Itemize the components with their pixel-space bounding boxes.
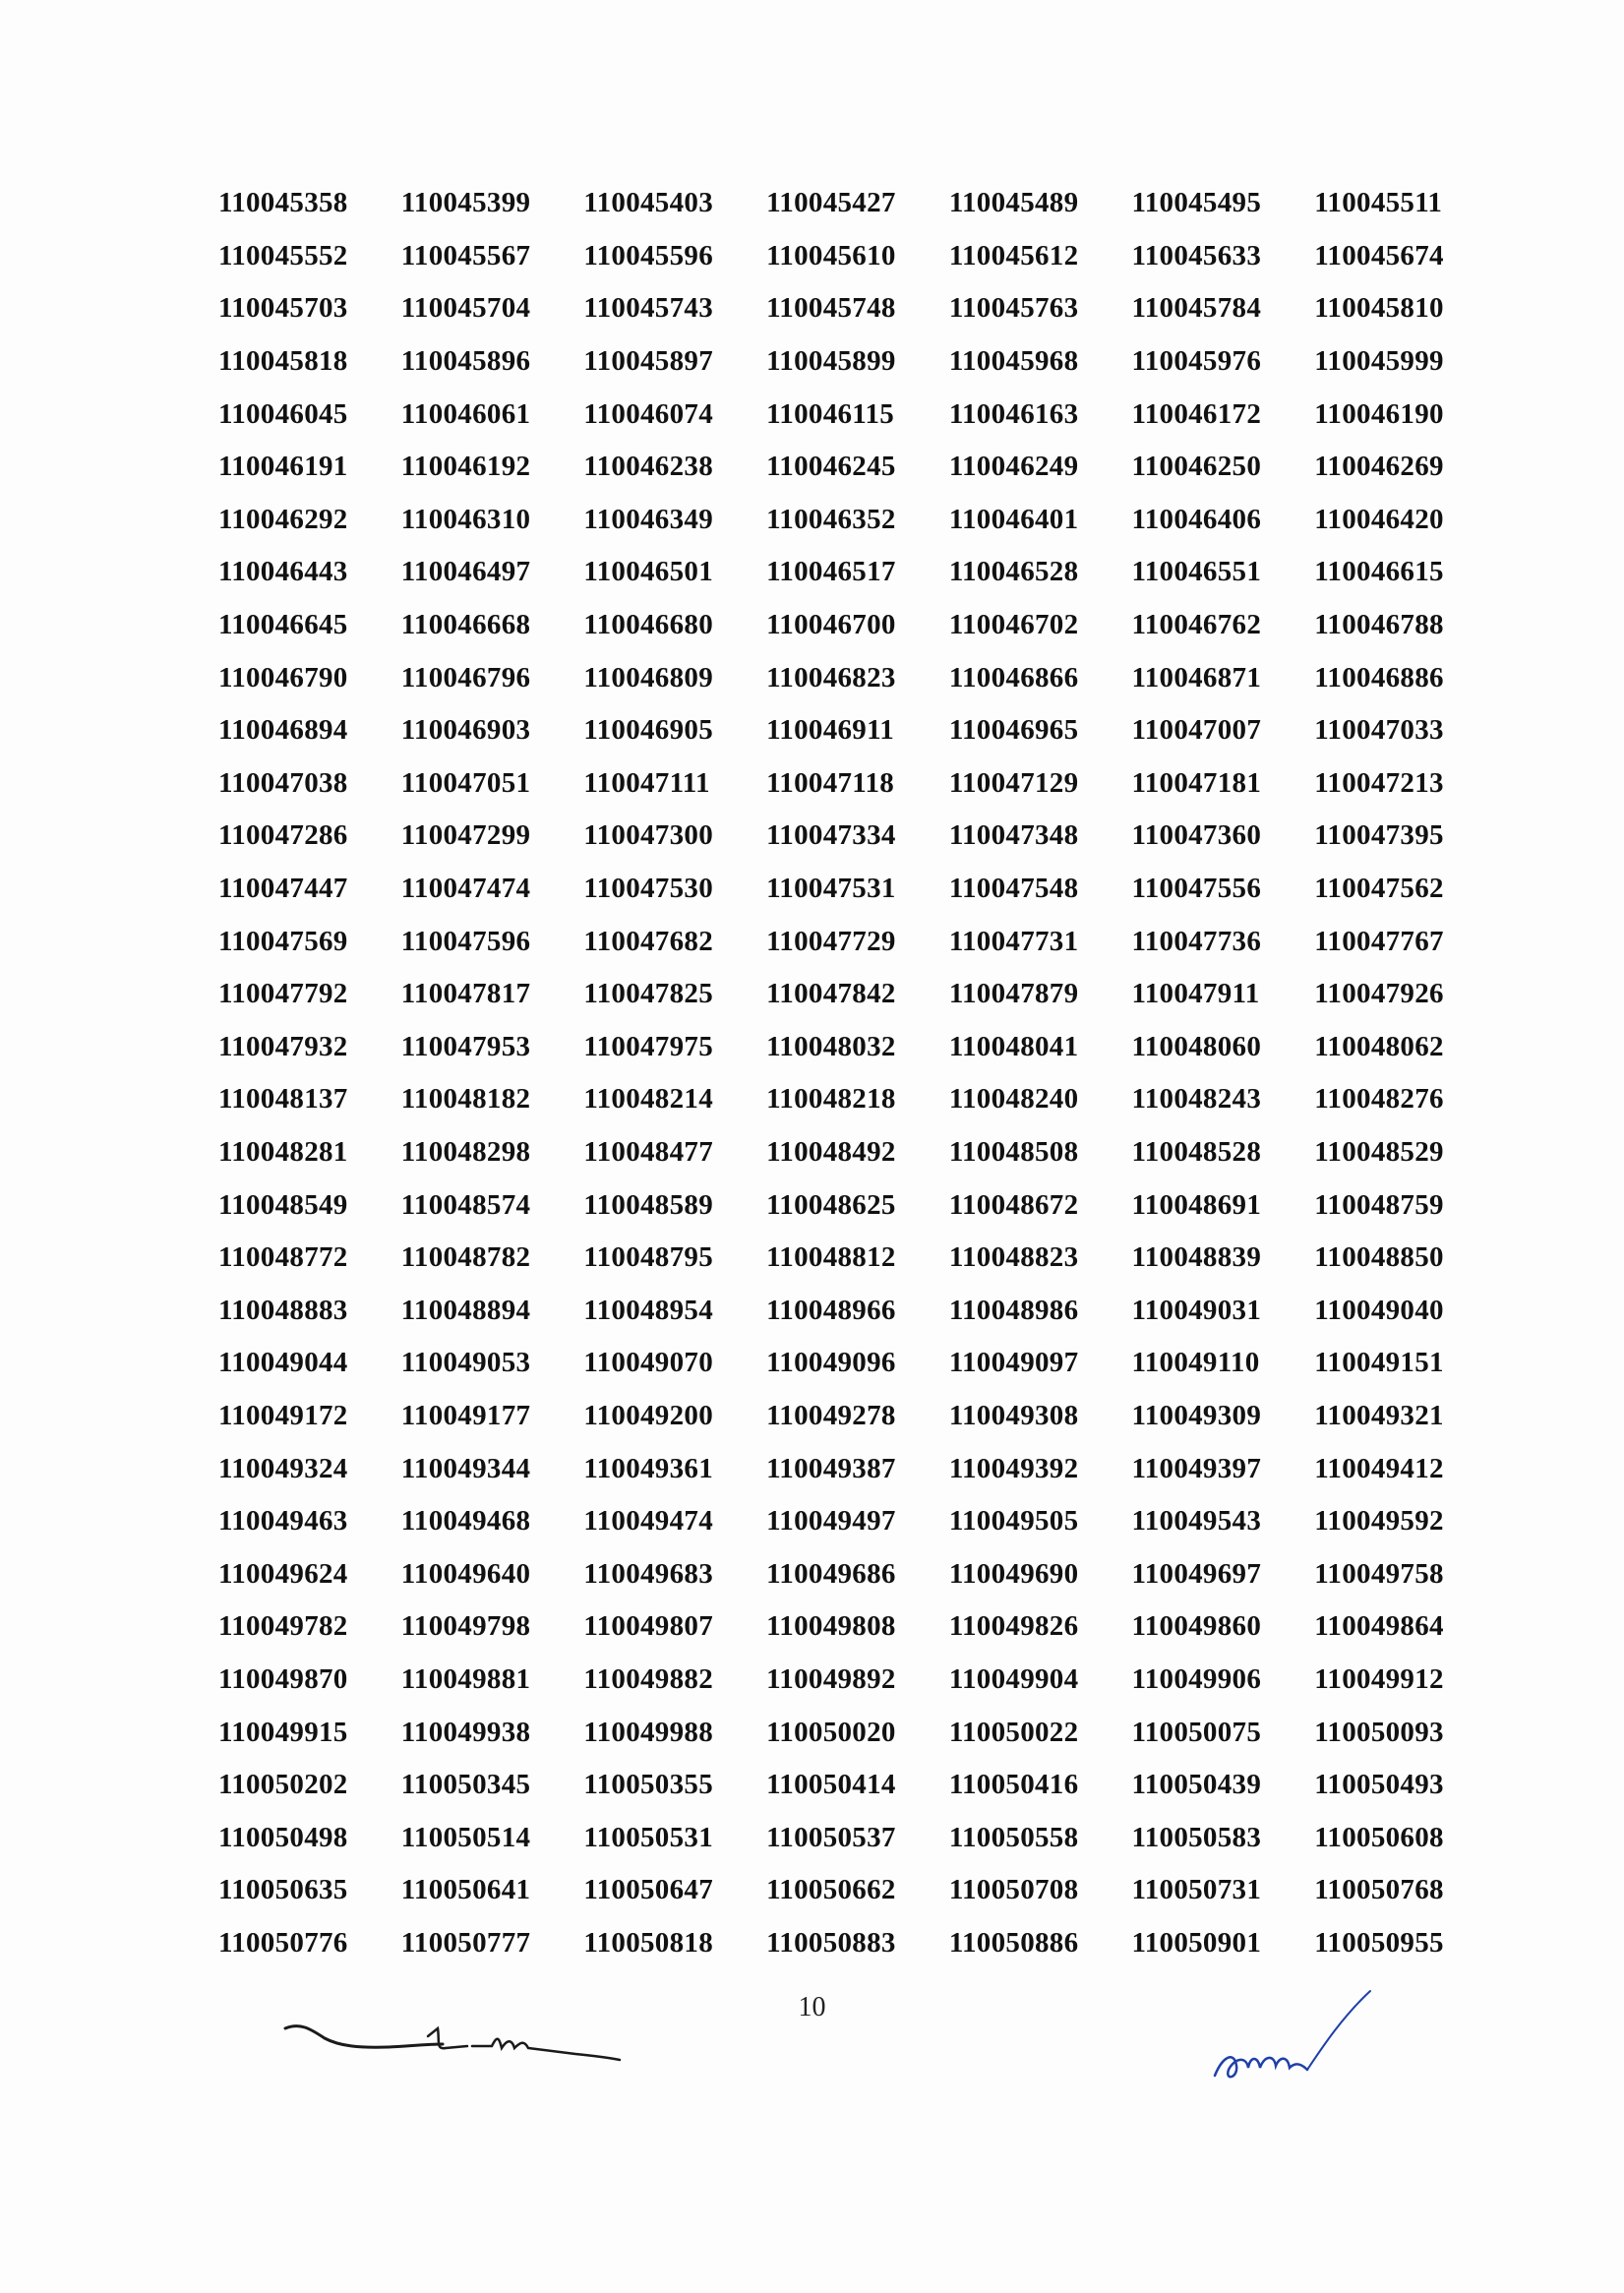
roll-number-cell: 110050416 [948,1769,1079,1801]
roll-number-cell: 110049463 [218,1505,348,1538]
roll-number-cell: 110047911 [1131,978,1260,1010]
roll-number-cell: 110047879 [948,978,1079,1010]
roll-number-cell: 110046796 [400,661,531,694]
roll-number-cell: 110047007 [1131,714,1262,747]
roll-number-cell: 110045897 [583,345,714,378]
roll-number-cell: 110049177 [400,1399,531,1431]
roll-number-cell: 110049782 [218,1610,348,1643]
roll-number-cell: 110047825 [583,978,714,1010]
roll-number-cell: 110047213 [1314,766,1444,799]
roll-number-cell: 110046501 [583,556,714,588]
roll-number-cell: 110045748 [766,292,896,325]
roll-number-cell: 110045612 [948,239,1079,272]
roll-number-cell: 110045703 [218,292,348,325]
roll-number-cell: 110046420 [1314,503,1444,535]
roll-number-cell: 110046192 [400,451,531,483]
roll-number-cell: 110045358 [218,187,348,219]
roll-number-cell: 110049321 [1314,1399,1444,1431]
roll-number-cell: 110047596 [400,925,531,957]
table-row [218,651,1497,704]
roll-number-cell: 110049344 [400,1452,531,1484]
roll-number-cell: 110045567 [400,239,531,272]
roll-number-cell: 110049906 [1131,1662,1262,1695]
roll-number-cell: 110048041 [948,1030,1079,1062]
roll-number-cell: 110050493 [1314,1769,1444,1801]
table-row [218,494,1497,547]
roll-number-cell: 110046886 [1314,661,1444,694]
roll-number-cell: 110050635 [218,1874,348,1906]
roll-number-cell: 110046911 [766,714,895,747]
roll-number-cell: 110050608 [1314,1821,1444,1853]
roll-number-cell: 110046250 [1131,451,1262,483]
roll-number-cell: 110049904 [948,1662,1079,1695]
table-row [218,1864,1497,1917]
roll-number-cell: 110046310 [400,503,531,535]
roll-number-cell: 110049988 [583,1716,714,1748]
roll-number-cell: 110048894 [400,1294,531,1326]
roll-number-cell: 110046269 [1314,451,1444,483]
roll-number-cell: 110049686 [766,1557,896,1590]
roll-number-cell: 110047111 [583,766,710,799]
roll-number-cell: 110049308 [948,1399,1079,1431]
roll-number-cell: 110049040 [1314,1294,1444,1326]
roll-number-cell: 110047932 [218,1030,348,1062]
roll-number-cell: 110048528 [1131,1135,1262,1168]
roll-number-cell: 110048549 [218,1188,348,1221]
roll-number-cell: 110050662 [766,1874,896,1906]
roll-number-cell: 110048508 [948,1135,1079,1168]
roll-number-cell: 110048240 [948,1083,1079,1116]
roll-number-cell: 110046352 [766,503,896,535]
table-row [218,546,1497,599]
roll-number-cell: 110050818 [583,1926,714,1959]
roll-number-cell: 110046903 [400,714,531,747]
roll-number-cell: 110049505 [948,1505,1079,1538]
table-row [218,1600,1497,1654]
table-row [218,1284,1497,1337]
roll-number-cell: 110047731 [948,925,1079,957]
roll-number-cell: 110049309 [1131,1399,1262,1431]
roll-number-cell: 110049053 [400,1347,531,1379]
table-row [218,599,1497,652]
roll-number-cell: 110047817 [400,978,531,1010]
roll-number-cell: 110049912 [1314,1662,1444,1695]
roll-number-cell: 110045704 [400,292,531,325]
roll-number-cell: 110048589 [583,1188,714,1221]
roll-number-cell: 110046871 [1131,661,1262,694]
roll-number-cell: 110048986 [948,1294,1079,1326]
roll-number-cell: 110049392 [948,1452,1079,1484]
roll-number-cell: 110049758 [1314,1557,1444,1590]
roll-number-cell: 110045427 [766,187,896,219]
roll-number-cell: 110046074 [583,397,714,430]
roll-number-cell: 110046788 [1314,609,1444,641]
roll-number-cell: 110050708 [948,1874,1079,1906]
roll-number-cell: 110046349 [583,503,714,535]
roll-number-cell: 110045403 [583,187,714,219]
roll-number-cell: 110047129 [948,766,1079,799]
table-row [218,915,1497,968]
table-row [218,1232,1497,1285]
roll-number-cell: 110045552 [218,239,348,272]
roll-number-cell: 110046163 [948,397,1079,430]
roll-number-cell: 110049096 [766,1347,896,1379]
roll-number-cell: 110049110 [1131,1347,1260,1379]
roll-number-cell: 110047395 [1314,819,1444,852]
roll-number-cell: 110049808 [766,1610,896,1643]
roll-number-cell: 110047530 [583,873,714,905]
roll-number-cell: 110046866 [948,661,1079,694]
roll-number-cell: 110048218 [766,1083,896,1116]
roll-number-cell: 110049044 [218,1347,348,1379]
roll-number-cell: 110049881 [400,1662,531,1695]
roll-number-cell: 110047682 [583,925,714,957]
roll-number-cell: 110049361 [583,1452,714,1484]
roll-number-cell: 110050093 [1314,1716,1444,1748]
roll-number-cell: 110049387 [766,1452,896,1484]
roll-number-cell: 110046045 [218,397,348,430]
roll-number-cell: 110050647 [583,1874,714,1906]
roll-number-cell: 110046061 [400,397,531,430]
roll-number-cell: 110047286 [218,819,348,852]
roll-number-cell: 110047792 [218,978,348,1010]
roll-number-cell: 110049860 [1131,1610,1262,1643]
page-number: 10 [798,1992,826,2022]
roll-number-cell: 110047474 [400,873,531,905]
roll-number-cell: 110050641 [400,1874,531,1906]
roll-number-cell: 110049172 [218,1399,348,1431]
table-row [218,1654,1497,1707]
roll-number-cell: 110049864 [1314,1610,1444,1643]
roll-number-cell: 110050020 [766,1716,896,1748]
roll-number-cell: 110049200 [583,1399,714,1431]
roll-number-cell: 110049468 [400,1505,531,1538]
roll-number-cell: 110049882 [583,1662,714,1695]
roll-number-cell: 110046401 [948,503,1079,535]
table-row [218,230,1497,283]
roll-number-cell: 110047736 [1131,925,1262,957]
roll-number-cell: 110045674 [1314,239,1444,272]
table-row [218,1917,1497,1970]
roll-number-cell: 110045489 [948,187,1079,219]
roll-number-cell: 110049592 [1314,1505,1444,1538]
roll-number-cell: 110046115 [766,397,895,430]
roll-number-cell: 110049412 [1314,1452,1444,1484]
roll-number-cell: 110048812 [766,1241,896,1274]
roll-number-cell: 110047926 [1314,978,1444,1010]
roll-number-cell: 110047334 [766,819,896,852]
roll-number-cell: 110049690 [948,1557,1079,1590]
roll-number-cell: 110048298 [400,1135,531,1168]
roll-number-cell: 110047767 [1314,925,1444,957]
roll-number-cell: 110050022 [948,1716,1079,1748]
table-row [218,1547,1497,1600]
table-row [218,177,1497,230]
table-row [218,704,1497,757]
table-row [218,968,1497,1021]
roll-number-cell: 110045810 [1314,292,1444,325]
roll-number-cell: 110045633 [1131,239,1262,272]
roll-number-cell: 110046172 [1131,397,1262,430]
roll-number-cell: 110045399 [400,187,531,219]
roll-number-cell: 110046528 [948,556,1079,588]
table-row [218,388,1497,441]
roll-number-cell: 110050414 [766,1769,896,1801]
roll-number-cell: 110047953 [400,1030,531,1062]
roll-number-cell: 110048529 [1314,1135,1444,1168]
roll-number-cell: 110050514 [400,1821,531,1853]
roll-number-cell: 110047562 [1314,873,1444,905]
table-row [218,757,1497,811]
roll-number-cell: 110045784 [1131,292,1262,325]
table-row [218,441,1497,494]
table-row [218,810,1497,863]
roll-number-cell: 110050537 [766,1821,896,1853]
roll-number-cell: 110045896 [400,345,531,378]
roll-number-cell: 110049497 [766,1505,896,1538]
roll-number-cell: 110048477 [583,1135,714,1168]
roll-number-cell: 110045976 [1131,345,1262,378]
roll-number-cell: 110048883 [218,1294,348,1326]
roll-number-cell: 110047118 [766,766,895,799]
roll-number-cell: 110045610 [766,239,896,272]
roll-number-cell: 110046790 [218,661,348,694]
roll-number-cell: 110046702 [948,609,1079,641]
roll-number-cell: 110048062 [1314,1030,1444,1062]
table-row [218,1706,1497,1759]
roll-number-cell: 110046905 [583,714,714,747]
roll-number-cell: 110046965 [948,714,1079,747]
roll-number-cell: 110045511 [1314,187,1443,219]
roll-number-cell: 110046645 [218,609,348,641]
roll-number-cell: 110048060 [1131,1030,1262,1062]
roll-number-cell: 110045818 [218,345,348,378]
table-row [218,282,1497,335]
roll-number-table [218,177,1497,1969]
roll-number-cell: 110046249 [948,451,1079,483]
table-row [218,1178,1497,1232]
roll-number-cell: 110048214 [583,1083,714,1116]
table-row [218,1337,1497,1390]
roll-number-cell: 110047348 [948,819,1079,852]
roll-number-cell: 110050955 [1314,1926,1444,1959]
roll-number-cell: 110046238 [583,451,714,483]
roll-number-cell: 110045596 [583,239,714,272]
roll-number-cell: 110049151 [1314,1347,1444,1379]
roll-number-cell: 110047531 [766,873,896,905]
roll-number-cell: 110049397 [1131,1452,1262,1484]
roll-number-cell: 110046809 [583,661,714,694]
roll-number-cell: 110046406 [1131,503,1262,535]
roll-number-cell: 110050202 [218,1769,348,1801]
table-row [218,1495,1497,1548]
roll-number-cell: 110046292 [218,503,348,535]
roll-number-cell: 110050883 [766,1926,896,1959]
roll-number-cell: 110049870 [218,1662,348,1695]
roll-number-cell: 110049640 [400,1557,531,1590]
roll-number-cell: 110050355 [583,1769,714,1801]
roll-number-cell: 110048823 [948,1241,1079,1274]
roll-number-cell: 110046762 [1131,609,1262,641]
table-row [218,1759,1497,1812]
roll-number-cell: 110048759 [1314,1188,1444,1221]
roll-number-cell: 110045999 [1314,345,1444,378]
roll-number-cell: 110047729 [766,925,896,957]
roll-number-cell: 110050345 [400,1769,531,1801]
table-row [218,1073,1497,1126]
roll-number-cell: 110048672 [948,1188,1079,1221]
roll-number-cell: 110048795 [583,1241,714,1274]
roll-number-cell: 110047360 [1131,819,1262,852]
roll-number-cell: 110047447 [218,873,348,905]
roll-number-cell: 110046668 [400,609,531,641]
roll-number-cell: 110048850 [1314,1241,1444,1274]
roll-number-cell: 110049807 [583,1610,714,1643]
roll-number-cell: 110048772 [218,1241,348,1274]
table-row [218,1442,1497,1495]
roll-number-cell: 110048691 [1131,1188,1262,1221]
roll-number-cell: 110048839 [1131,1241,1262,1274]
roll-number-cell: 110048782 [400,1241,531,1274]
roll-number-cell: 110048182 [400,1083,531,1116]
roll-number-cell: 110050776 [218,1926,348,1959]
roll-number-cell: 110049070 [583,1347,714,1379]
roll-number-cell: 110046680 [583,609,714,641]
signature-right [1205,1987,1402,2095]
roll-number-cell: 110049097 [948,1347,1079,1379]
roll-number-cell: 110048243 [1131,1083,1262,1116]
roll-number-cell: 110050439 [1131,1769,1262,1801]
roll-number-table-body [218,177,1497,1969]
roll-number-cell: 110047548 [948,873,1079,905]
roll-number-cell: 110049278 [766,1399,896,1431]
roll-number-cell: 110050768 [1314,1874,1444,1906]
roll-number-cell: 110048625 [766,1188,896,1221]
roll-number-cell: 110050886 [948,1926,1079,1959]
roll-number-cell: 110048966 [766,1294,896,1326]
roll-number-cell: 110046443 [218,556,348,588]
signature-left [280,2007,634,2085]
roll-number-cell: 110046823 [766,661,896,694]
roll-number-cell: 110047181 [1131,766,1262,799]
roll-number-cell: 110050558 [948,1821,1079,1853]
roll-number-cell: 110048492 [766,1135,896,1168]
roll-number-cell: 110045495 [1131,187,1262,219]
roll-number-cell: 110047038 [218,766,348,799]
roll-number-cell: 110047051 [400,766,531,799]
roll-number-cell: 110050583 [1131,1821,1262,1853]
roll-number-cell: 110046497 [400,556,531,588]
roll-number-cell: 110045743 [583,292,714,325]
roll-number-cell: 110049938 [400,1716,531,1748]
roll-number-cell: 110048574 [400,1188,531,1221]
roll-number-cell: 110045968 [948,345,1079,378]
roll-number-cell: 110048137 [218,1083,348,1116]
roll-number-cell: 110049683 [583,1557,714,1590]
table-row [218,1811,1497,1864]
roll-number-cell: 110046517 [766,556,896,588]
roll-number-cell: 110046191 [218,451,348,483]
roll-number-cell: 110045899 [766,345,896,378]
table-row [218,1126,1497,1179]
roll-number-cell: 110050731 [1131,1874,1262,1906]
roll-number-cell: 110046700 [766,609,896,641]
roll-number-cell: 110049697 [1131,1557,1262,1590]
roll-number-cell: 110048281 [218,1135,348,1168]
roll-number-cell: 110050531 [583,1821,714,1853]
roll-number-cell: 110046615 [1314,556,1444,588]
table-row [218,1021,1497,1074]
roll-number-cell: 110049031 [1131,1294,1262,1326]
roll-number-cell: 110049826 [948,1610,1079,1643]
roll-number-cell: 110050901 [1131,1926,1262,1959]
table-row [218,1390,1497,1443]
roll-number-cell: 110046190 [1314,397,1444,430]
roll-number-cell: 110048276 [1314,1083,1444,1116]
table-row [218,335,1497,389]
roll-number-cell: 110047569 [218,925,348,957]
roll-number-cell: 110049324 [218,1452,348,1484]
roll-number-cell: 110047300 [583,819,714,852]
roll-number-cell: 110047556 [1131,873,1262,905]
table-row [218,863,1497,916]
roll-number-cell: 110049474 [583,1505,714,1538]
roll-number-cell: 110047975 [583,1030,714,1062]
roll-number-cell: 110047299 [400,819,531,852]
roll-number-cell: 110048954 [583,1294,714,1326]
roll-number-cell: 110048032 [766,1030,896,1062]
roll-number-cell: 110046245 [766,451,896,483]
roll-number-cell: 110049892 [766,1662,896,1695]
roll-number-cell: 110046551 [1131,556,1262,588]
roll-number-cell: 110050075 [1131,1716,1262,1748]
roll-number-cell: 110050777 [400,1926,531,1959]
roll-number-cell: 110046894 [218,714,348,747]
roll-number-cell: 110050498 [218,1821,348,1853]
roll-number-cell: 110049915 [218,1716,348,1748]
roll-number-cell: 110047033 [1314,714,1444,747]
roll-number-cell: 110045763 [948,292,1079,325]
roll-number-cell: 110049798 [400,1610,531,1643]
roll-number-cell: 110047842 [766,978,896,1010]
roll-number-cell: 110049543 [1131,1505,1262,1538]
roll-number-cell: 110049624 [218,1557,348,1590]
